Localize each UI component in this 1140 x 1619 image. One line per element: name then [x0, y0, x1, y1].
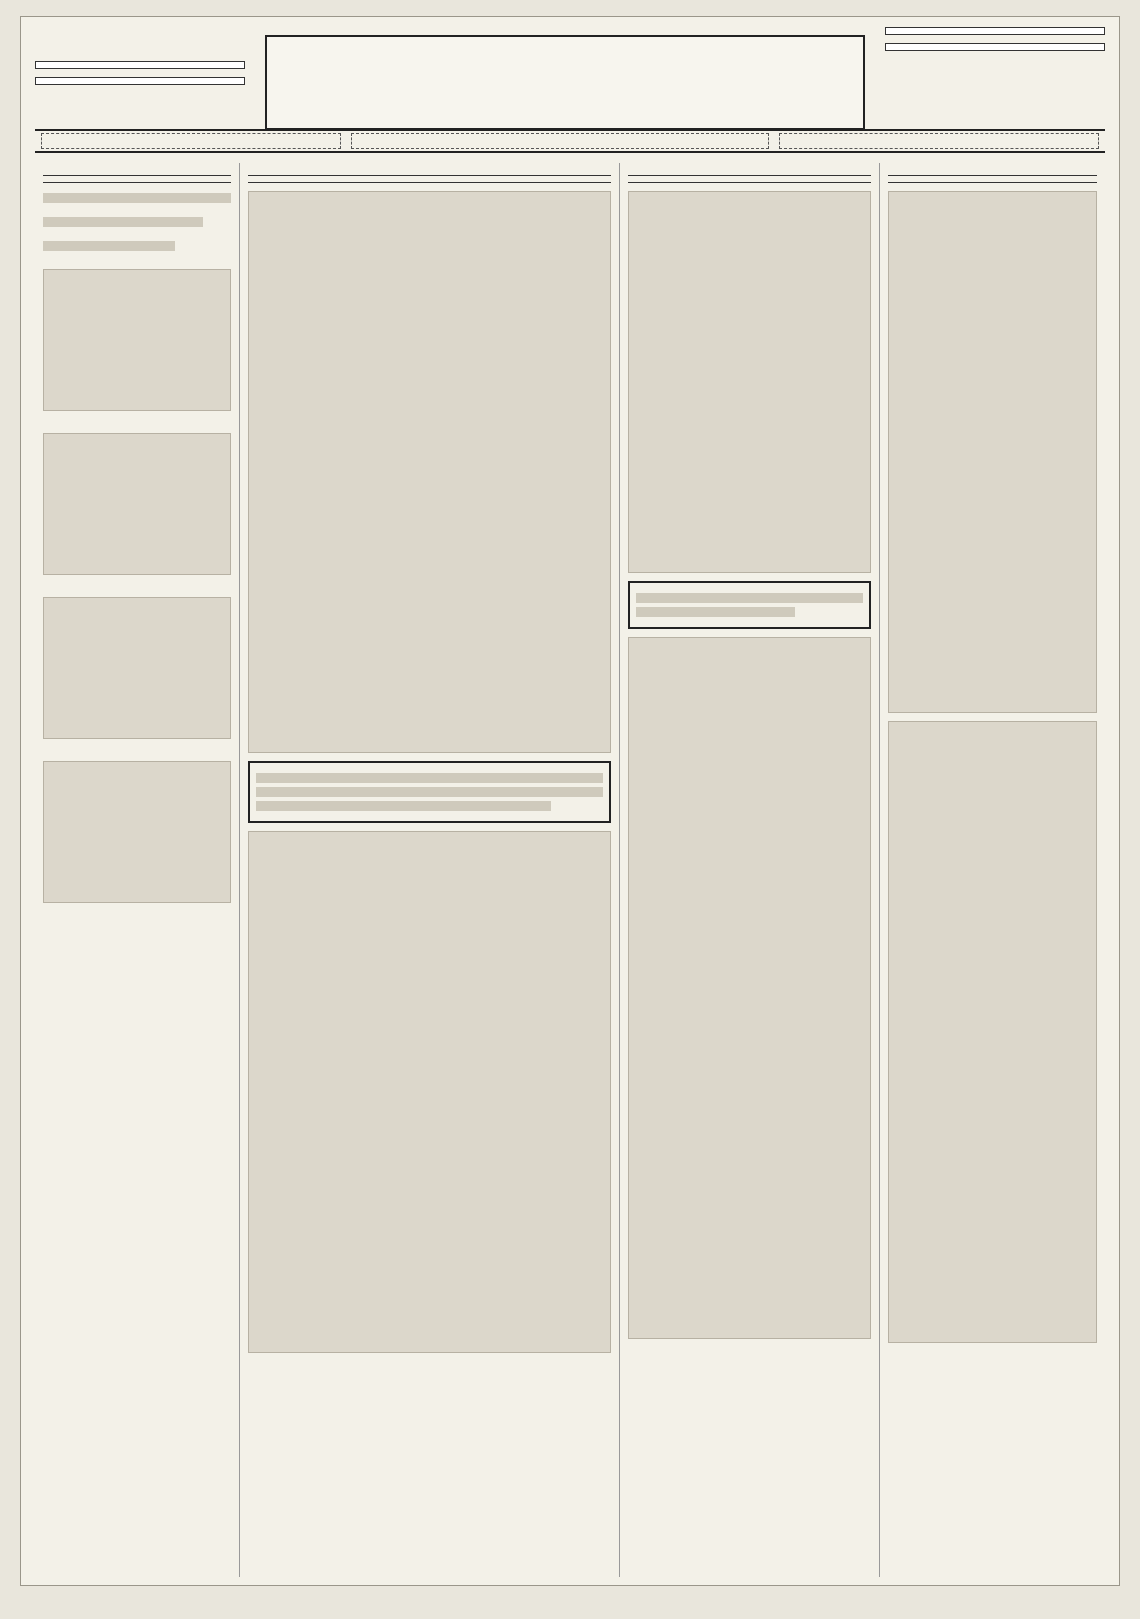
lead-article-placeholder: [248, 191, 611, 753]
article-placeholder: [628, 637, 871, 1339]
boxed-section: [628, 581, 871, 629]
masthead-left-label: [35, 61, 245, 69]
newspaper-title: [265, 35, 865, 130]
masthead-right-sub: [885, 43, 1105, 51]
masthead-left-sub: [35, 77, 245, 85]
column-1-body: [43, 189, 231, 911]
text-placeholder: [43, 217, 203, 227]
column-3: [620, 163, 880, 1577]
masthead-left: [35, 61, 245, 121]
article-placeholder: [888, 191, 1097, 713]
column-1: [35, 163, 240, 1577]
article-placeholder: [248, 831, 611, 1353]
text-placeholder: [43, 241, 175, 251]
text-block-placeholder: [43, 433, 231, 575]
text-placeholder: [636, 607, 795, 617]
column-4: [880, 163, 1105, 1577]
column-2-headline: [248, 175, 611, 176]
column-2: [240, 163, 620, 1577]
text-placeholder: [256, 801, 551, 811]
info-left: [41, 133, 341, 149]
column-3-subheadline: [628, 182, 871, 183]
masthead-right-label: [885, 27, 1105, 35]
column-4-subheadline: [888, 182, 1097, 183]
content-area: [35, 163, 1105, 1577]
column-1-subheadline: [43, 182, 231, 183]
info-right: [779, 133, 1099, 149]
info-center: [351, 133, 770, 149]
text-block-placeholder: [43, 269, 231, 411]
info-bar: [35, 129, 1105, 153]
newspaper-page: [20, 16, 1120, 1586]
column-2-subheadline: [248, 182, 611, 183]
column-4-headline: [888, 175, 1097, 176]
column-3-headline: [628, 175, 871, 176]
text-placeholder: [43, 193, 231, 203]
article-placeholder: [628, 191, 871, 573]
article-placeholder: [888, 721, 1097, 1343]
boxed-section: [248, 761, 611, 823]
masthead-right: [885, 27, 1105, 137]
text-placeholder: [256, 773, 603, 783]
text-placeholder: [636, 593, 863, 603]
text-block-placeholder: [43, 761, 231, 903]
text-placeholder: [256, 787, 603, 797]
text-block-placeholder: [43, 597, 231, 739]
column-1-headline: [43, 175, 231, 176]
